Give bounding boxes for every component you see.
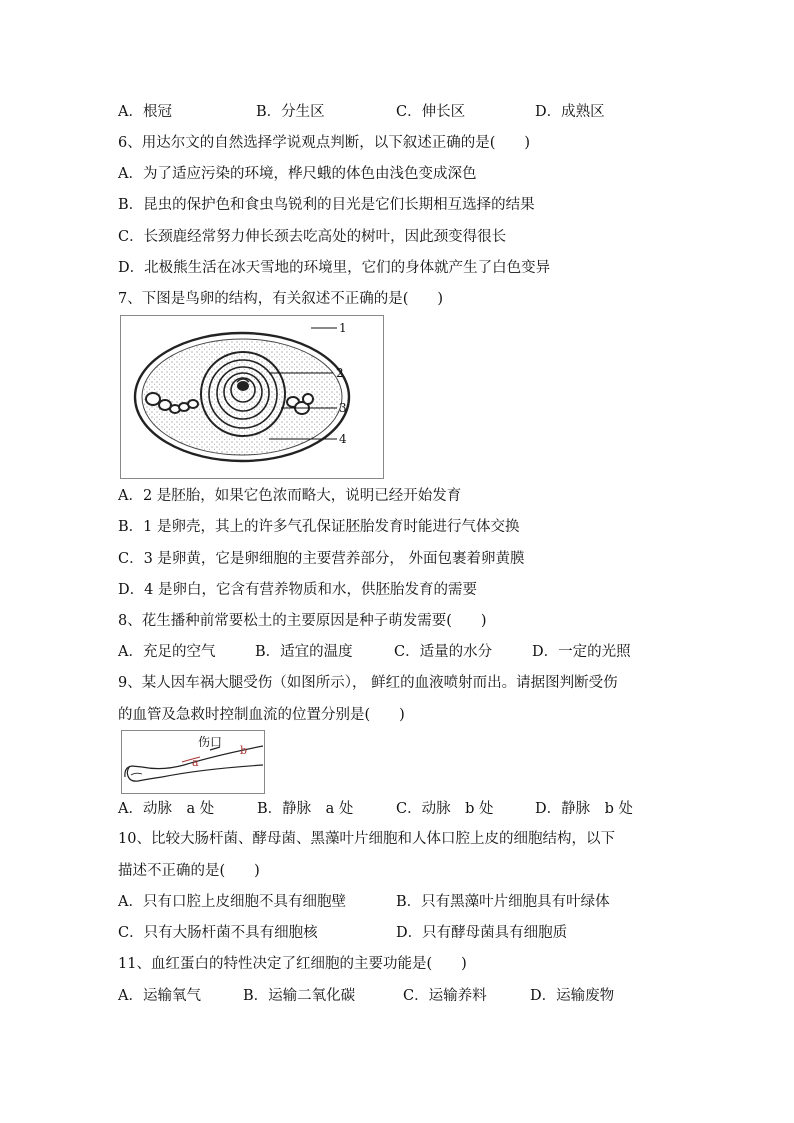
- q10-stem-line2: 描述不正确的是( ): [118, 863, 260, 879]
- q8-option-c: C．适量的水分: [394, 644, 493, 660]
- q9-option-d: D．静脉 b 处: [535, 801, 634, 817]
- q9-stem-line1: 9、某人因车祸大腿受伤（如图所示）， 鲜红的血液喷射而出。请据图判断受伤: [118, 675, 618, 691]
- q5-option-c: C．伸长区: [396, 104, 466, 120]
- bird-egg-figure: [120, 315, 384, 479]
- q8-option-d: D．一定的光照: [532, 644, 631, 660]
- q6-option-b: B．昆虫的保护色和食虫鸟锐利的目光是它们长期相互选择的结果: [118, 197, 535, 213]
- q5-option-d: D．成熟区: [535, 104, 605, 120]
- q11-stem: 11、血红蛋白的特性决定了红细胞的主要功能是( ): [118, 956, 467, 972]
- wound-label: 伤口: [198, 735, 223, 749]
- q8-stem: 8、花生播种前常要松土的主要原因是种子萌发需要( ): [118, 613, 487, 629]
- q9-stem-line2: 的血管及急救时控制血流的位置分别是( ): [118, 707, 405, 723]
- q11-option-c: C．运输养料: [403, 988, 487, 1004]
- q7-option-a: A．2 是胚胎，如果它色浓而略大，说明已经开始发育: [118, 488, 462, 504]
- leg-figure: [121, 730, 265, 794]
- q10-option-b: B．只有黑藻叶片细胞具有叶绿体: [396, 894, 610, 910]
- q8-option-b: B．适宜的温度: [255, 644, 353, 660]
- q11-option-d: D．运输废物: [530, 988, 615, 1004]
- q10-option-d: D．只有酵母菌具有细胞质: [396, 925, 568, 941]
- q10-option-a: A．只有口腔上皮细胞不具有细胞壁: [118, 894, 346, 910]
- q10-stem-line1: 10、比较大肠杆菌、酵母菌、黑藻叶片细胞和人体口腔上皮的细胞结构，以下: [118, 831, 615, 847]
- q5-option-a: A．根冠: [118, 104, 172, 120]
- q6-stem: 6、用达尔文的自然选择学说观点判断，以下叙述正确的是( ): [118, 135, 531, 151]
- label-4: 4: [339, 432, 347, 446]
- label-2: 2: [336, 366, 344, 380]
- q5-option-b: B．分生区: [256, 104, 325, 120]
- q7-option-b: B．1 是卵壳，其上的许多气孔保证胚胎发育时能进行气体交换: [118, 519, 520, 535]
- leg-diagram: [122, 731, 264, 793]
- q7-option-d: D．4 是卵白，它含有营养物质和水，供胚胎发育的需要: [118, 582, 477, 598]
- q7-stem: 7、下图是鸟卵的结构，有关叙述不正确的是( ): [118, 291, 444, 307]
- label-a: a: [192, 756, 199, 769]
- q11-option-b: B．运输二氧化碳: [243, 988, 356, 1004]
- q11-option-a: A．运输氧气: [118, 988, 201, 1004]
- q6-option-d: D．北极熊生活在冰天雪地的环境里，它们的身体就产生了白色变异: [118, 260, 551, 276]
- q6-option-a: A．为了适应污染的环境，桦尺蛾的体色由浅色变成深色: [118, 166, 477, 182]
- bird-egg-diagram: [121, 316, 383, 478]
- germinal-disc: [237, 381, 249, 391]
- q9-option-b: B．静脉 a 处: [257, 801, 354, 817]
- label-3: 3: [339, 401, 347, 415]
- q6-option-c: C．长颈鹿经常努力伸长颈去吃高处的树叶，因此颈变得很长: [118, 229, 507, 245]
- q10-option-c: C．只有大肠杆菌不具有细胞核: [118, 925, 318, 941]
- label-b: b: [240, 744, 248, 757]
- q9-option-a: A．动脉 a 处: [118, 801, 215, 817]
- q7-option-c: C．3 是卵黄，它是卵细胞的主要营养部分， 外面包裹着卵黄膜: [118, 551, 525, 567]
- q9-option-c: C．动脉 b 处: [396, 801, 494, 817]
- label-1: 1: [339, 321, 347, 335]
- q8-option-a: A．充足的空气: [118, 644, 216, 660]
